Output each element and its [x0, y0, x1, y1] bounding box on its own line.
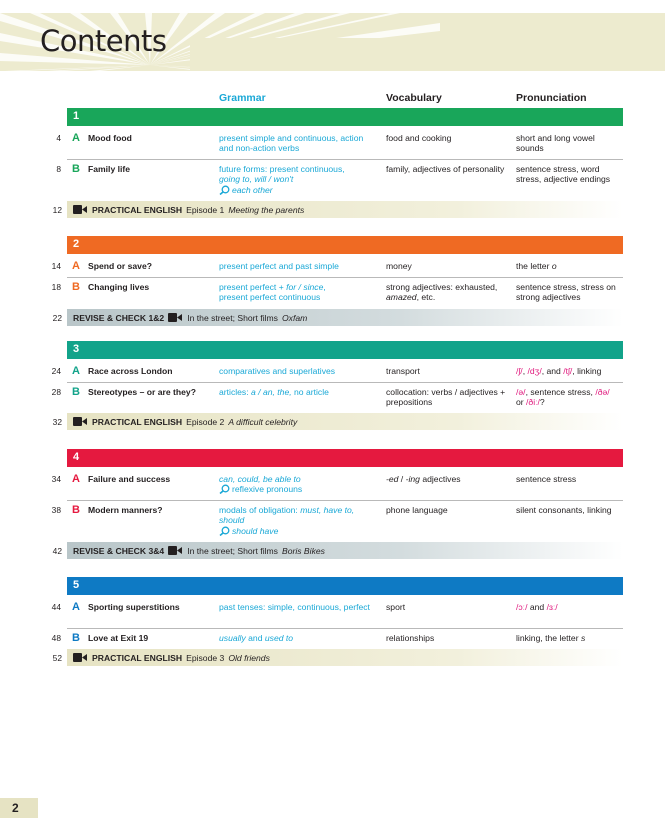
grammar-cell — [219, 164, 379, 195]
vocabulary-cell: collocation: verbs / adjectives + prepositions — [386, 387, 506, 408]
page-number: 52 — [52, 652, 62, 663]
pronunciation-cell: sentence stress, word stress, adjective endings — [516, 164, 611, 185]
pronunciation-text: linking, the letter — [516, 633, 579, 643]
lesson-title[interactable]: Modern manners? — [88, 505, 163, 515]
practical-english-strip[interactable] — [52, 201, 623, 218]
vocabulary-cell: money — [386, 261, 412, 271]
video-camera-icon — [73, 417, 87, 426]
strip-episode: Episode 2 — [186, 416, 225, 427]
phonetic-symbol: /ðiː/ — [526, 397, 540, 408]
grammar-text-italic: can, could, be able to — [219, 474, 301, 484]
grammar-cell — [219, 474, 379, 495]
lesson-letter: B — [72, 281, 80, 293]
grammar-cell — [219, 633, 379, 643]
video-camera-icon — [73, 653, 87, 662]
pronunciation-cell — [516, 602, 624, 612]
vocabulary-cell: transport — [386, 366, 420, 376]
row-divider — [67, 628, 623, 629]
vocabulary-cell: family, adjectives of personality — [386, 164, 505, 174]
page-number: 8 — [56, 164, 61, 174]
strip-title: Oxfam — [281, 312, 308, 323]
magnifier-icon — [219, 526, 230, 536]
phonetic-symbol: /ɜː/ — [546, 602, 558, 612]
magnifier-icon — [219, 185, 230, 195]
phonetic-symbol: /ɔː/ — [516, 602, 528, 612]
pronunciation-cell — [516, 633, 624, 643]
revise-check-strip[interactable] — [52, 542, 623, 559]
lesson-letter: B — [72, 632, 80, 644]
lesson-letter: A — [72, 132, 80, 144]
grammar-text-italic: for / since — [286, 282, 324, 292]
row-divider — [67, 500, 623, 501]
pronunciation-cell — [516, 261, 624, 271]
page-number: 28 — [51, 387, 61, 397]
strip-title: Boris Bikes — [281, 545, 325, 556]
page-number: 18 — [51, 282, 61, 292]
grammar-cell: present simple and continuous, action and non-action verbs — [219, 133, 364, 154]
page-number: 34 — [51, 474, 61, 484]
lesson-title[interactable]: Spend or save? — [88, 261, 152, 271]
vocabulary-text-italic: amazed — [386, 292, 417, 303]
grammar-text-italic: used to — [264, 633, 294, 643]
lesson-letter: B — [72, 386, 80, 398]
grammar-text: modals of obligation: — [219, 505, 298, 515]
pronunciation-cell: /ʃ/, /dʒ/, and /tʃ/, linking — [516, 366, 602, 376]
grammar-cell: present perfect and past simple — [219, 261, 339, 271]
pronunciation-cell: silent consonants, linking — [516, 505, 612, 515]
unit-1-bar: 1 — [67, 108, 623, 126]
video-camera-icon — [168, 313, 182, 322]
vocabulary-text: adjectives — [419, 474, 461, 484]
page-number: 42 — [52, 545, 62, 556]
phonetic-symbol: /ðə/ — [595, 387, 610, 397]
practical-english-strip[interactable] — [52, 413, 623, 430]
grammar-text: articles: — [219, 387, 249, 397]
lesson-letter: A — [72, 260, 80, 272]
grammar-text: present perfect + — [219, 282, 284, 292]
strip-label: PRACTICAL ENGLISH — [92, 652, 183, 663]
vocabulary-cell: sport — [386, 602, 406, 612]
lesson-title[interactable]: Love at Exit 19 — [88, 633, 149, 643]
row-divider — [67, 159, 623, 160]
vocabulary-cell — [386, 474, 510, 484]
vocabulary-text: strong adjectives: exhausted, — [386, 282, 498, 292]
vocabulary-text: , etc. — [416, 292, 436, 303]
video-camera-icon — [73, 205, 87, 214]
vocabulary-cell: food and cooking — [386, 133, 452, 143]
vocabulary-text: / — [398, 474, 406, 484]
page-number: 38 — [51, 505, 61, 515]
pronunciation-text: or — [516, 397, 524, 408]
row-divider — [67, 382, 623, 383]
strip-episode: Episode 1 — [186, 204, 225, 215]
grammar-text: future forms: present continuous, — [219, 164, 345, 174]
pronunciation-text: ? — [539, 397, 545, 408]
strip-label: PRACTICAL ENGLISH — [92, 416, 183, 427]
strip-text: In the street; Short films — [187, 545, 278, 556]
phonetic-symbol: /dʒ/ — [527, 366, 542, 376]
strip-title: Meeting the parents — [228, 204, 305, 215]
unit-3-bar: 3 — [67, 341, 623, 359]
strip-label: REVISE & CHECK 3&4 — [73, 545, 165, 556]
unit-4-bar: 4 — [67, 449, 623, 467]
strip-text: In the street; Short films — [187, 312, 278, 323]
phonetic-symbol: /tʃ/ — [563, 366, 573, 376]
page-number-footer: 2 — [0, 798, 38, 818]
row-divider — [67, 277, 623, 278]
practical-english-strip[interactable] — [52, 649, 623, 666]
pronunciation-cell: short and long vowel sounds — [516, 133, 595, 154]
grammar-cell — [219, 505, 379, 536]
revise-check-strip[interactable] — [52, 309, 623, 326]
lesson-letter: A — [72, 473, 80, 485]
grammar-text: present perfect continuous — [219, 292, 321, 303]
page-number: 14 — [51, 261, 61, 271]
page-number: 4 — [56, 133, 61, 143]
column-header-vocabulary: Vocabulary — [386, 92, 442, 104]
vocabulary-cell: phone language — [386, 505, 448, 515]
lesson-title[interactable]: Family life — [88, 164, 131, 174]
strip-label: REVISE & CHECK 1&2 — [73, 312, 165, 323]
unit-2-bar: 2 — [67, 236, 623, 254]
page-number: 22 — [52, 312, 62, 323]
grammar-text-italic: should have — [232, 525, 279, 536]
unit-5-bar: 5 — [67, 577, 623, 595]
pronunciation-text-italic: s — [580, 633, 586, 643]
grammar-text: no article — [294, 387, 329, 397]
magnifier-icon — [219, 484, 230, 494]
phonetic-symbol: /ə/ — [516, 387, 526, 397]
lesson-title[interactable]: Race across London — [88, 366, 173, 376]
grammar-text: reflexive pronouns — [232, 484, 303, 495]
grammar-text-italic: must, have to, should — [219, 505, 355, 526]
lesson-letter: B — [72, 504, 80, 516]
column-header-pronunciation: Pronunciation — [516, 92, 587, 104]
page-number: 24 — [51, 366, 61, 376]
vocabulary-text-italic: -ing — [405, 474, 420, 484]
vocabulary-cell — [386, 282, 510, 303]
pronunciation-cell: sentence stress — [516, 474, 577, 484]
page-title: Contents — [40, 24, 167, 58]
grammar-cell: past tenses: simple, continuous, perfect — [219, 602, 370, 612]
pronunciation-text-italic: o — [551, 261, 557, 271]
page-number: 32 — [52, 416, 62, 427]
lesson-title[interactable]: Sporting superstitions — [88, 602, 180, 612]
pronunciation-text: the letter — [516, 261, 550, 271]
grammar-text-italic: each other — [232, 184, 273, 195]
lesson-title[interactable]: Mood food — [88, 133, 132, 143]
strip-title: A difficult celebrity — [228, 416, 298, 427]
grammar-text-italic: a / an, the, — [251, 387, 292, 397]
page-number: 44 — [51, 602, 61, 612]
grammar-cell — [219, 282, 379, 303]
lesson-letter: A — [72, 365, 80, 377]
lesson-letter: A — [72, 601, 80, 613]
lesson-title[interactable]: Stereotypes – or are they? — [88, 387, 196, 397]
strip-label: PRACTICAL ENGLISH — [92, 204, 183, 215]
lesson-title[interactable]: Failure and success — [88, 474, 171, 484]
grammar-text-italic: usually — [219, 633, 246, 643]
phonetic-symbol: /ʃ/ — [516, 366, 523, 376]
lesson-letter: B — [72, 163, 80, 175]
grammar-cell: comparatives and superlatives — [219, 366, 336, 376]
column-header-grammar: Grammar — [219, 92, 266, 104]
vocabulary-text-italic: -ed — [386, 474, 399, 484]
pronunciation-text: , linking — [572, 366, 602, 376]
grammar-text-italic: going to, will / won't — [219, 174, 294, 185]
page-number: 12 — [52, 204, 62, 215]
pronunciation-cell: sentence stress, stress on strong adjectives — [516, 282, 616, 303]
strip-title: Old friends — [228, 652, 270, 663]
lesson-title[interactable]: Changing lives — [88, 282, 150, 292]
grammar-cell — [219, 387, 379, 397]
pronunciation-text: , and — [541, 366, 561, 376]
vocabulary-cell: relationships — [386, 633, 435, 643]
page-number: 48 — [51, 633, 61, 643]
pronunciation-text: , sentence stress, — [525, 387, 593, 397]
strip-episode: Episode 3 — [186, 652, 225, 663]
video-camera-icon — [168, 546, 182, 555]
grammar-text: and — [245, 633, 265, 643]
pronunciation-text: and — [529, 602, 545, 612]
pronunciation-cell — [516, 387, 624, 408]
grammar-text: , — [323, 282, 326, 292]
